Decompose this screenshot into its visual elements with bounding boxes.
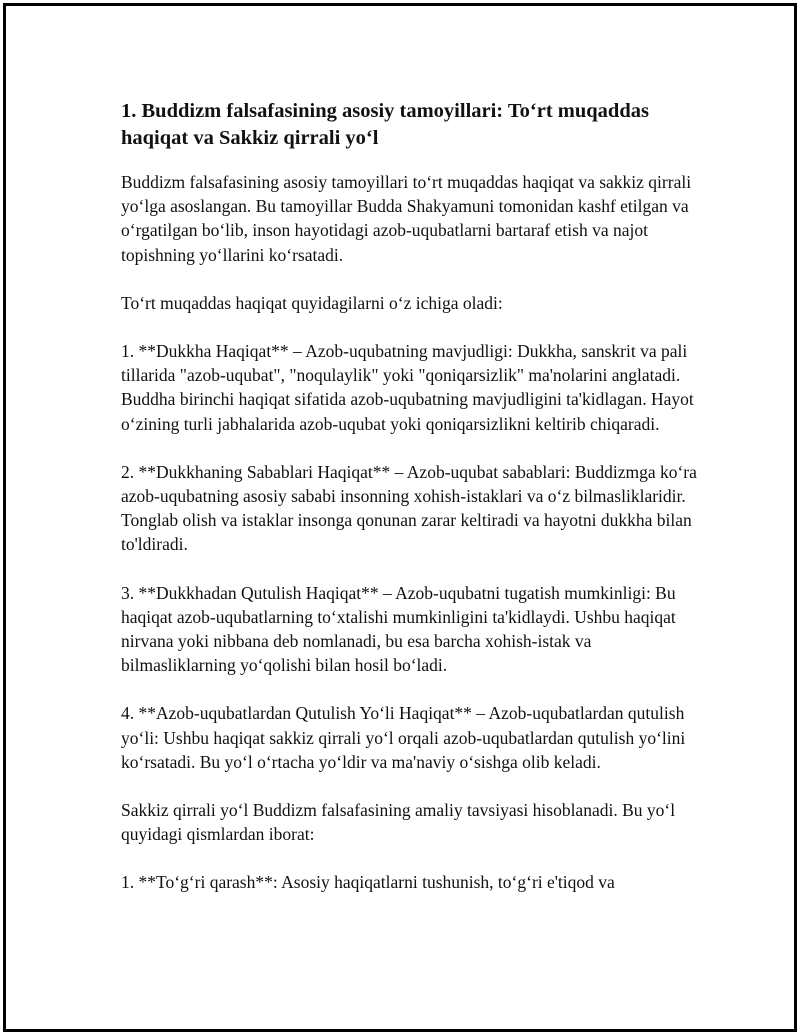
section-heading: 1. Buddizm falsafasining asosiy tamoyillari: To‘rt muqaddas haqiqat va Sakkiz qirrali yo‘l	[121, 100, 649, 149]
truth-3-paragraph: 3. **Dukkhadan Qutulish Haqiqat** – Azob-uqubatni tugatish mumkinligi: Bu haqiqat azob-uqubatlarning to‘xtalishi mumkinligini ta'kidlaydi. Ushbu haqiqat nirvana yoki nibbana deb nomlanadi, bu esa barcha xohish-istak va bilmasliklarning yo‘qolishi bilan hosil bo‘ladi.	[121, 582, 676, 676]
truth-1-paragraph: 1. **Dukkha Haqiqat** – Azob-uqubatning mavjudligi: Dukkha, sanskrit va pali tillarida "azob-uqubat", "noqulaylik" yoki "qoniqarsizlik" ma'nolarini anglatadi. Buddha birinchi haqiqat sifatida azob-uqubatning mavjudligini ta'kidlagan. Hayot o‘zining turli jabhalarida azob-uqubat yoki qoniqarsizlikni keltirib chiqaradi.	[121, 341, 694, 434]
eightfold-path-intro: Sakkiz qirrali yo‘l Buddizm falsafasining amaliy tavsiyasi hisoblanadi. Bu yo‘l quyidagi qismlardan iborat:	[121, 800, 676, 845]
four-truths-intro: To‘rt muqaddas haqiqat quyidagilarni o‘z ichiga oladi:	[121, 292, 503, 313]
truth-2-paragraph: 2. **Dukkhaning Sabablari Haqiqat** – Azob-uqubat sabablari: Buddizmga ko‘ra azob-uqubatning asosiy sababi insonning xohish-istaklari va o‘z bilmasliklaridir. Tonglab olish va istaklar insonga qonunan zarar keltiradi va hayotni dukkha bilan to'ldiradi.	[121, 461, 697, 555]
document-body	[121, 98, 701, 919]
path-item-1-paragraph: 1. **To‘g‘ri qarash**: Asosiy haqiqatlarni tushunish, to‘g‘ri e'tiqod va	[121, 872, 615, 893]
page-frame	[3, 3, 797, 1032]
truth-4-paragraph: 4. **Azob-uqubatlardan Qutulish Yo‘li Haqiqat** – Azob-uqubatlardan qutulish yo‘li: Ushbu haqiqat sakkiz qirrali yo‘l orqali azob-uqubatlardan qutulish yo‘lini ko‘rsatadi. Bu yo‘l o‘rtacha yo‘ldir va ma'naviy o‘sishga olib keladi.	[121, 703, 686, 772]
intro-paragraph: Buddizm falsafasining asosiy tamoyillari to‘rt muqaddas haqiqat va sakkiz qirrali yo‘lga asoslangan. Bu tamoyillar Budda Shakyamuni tomonidan kashf etilgan va o‘rgatilgan bo‘lib, inson hayotidagi azob-uqubatlarni bartaraf etish va najot topishning yo‘llarini ko‘rsatadi.	[121, 172, 692, 265]
